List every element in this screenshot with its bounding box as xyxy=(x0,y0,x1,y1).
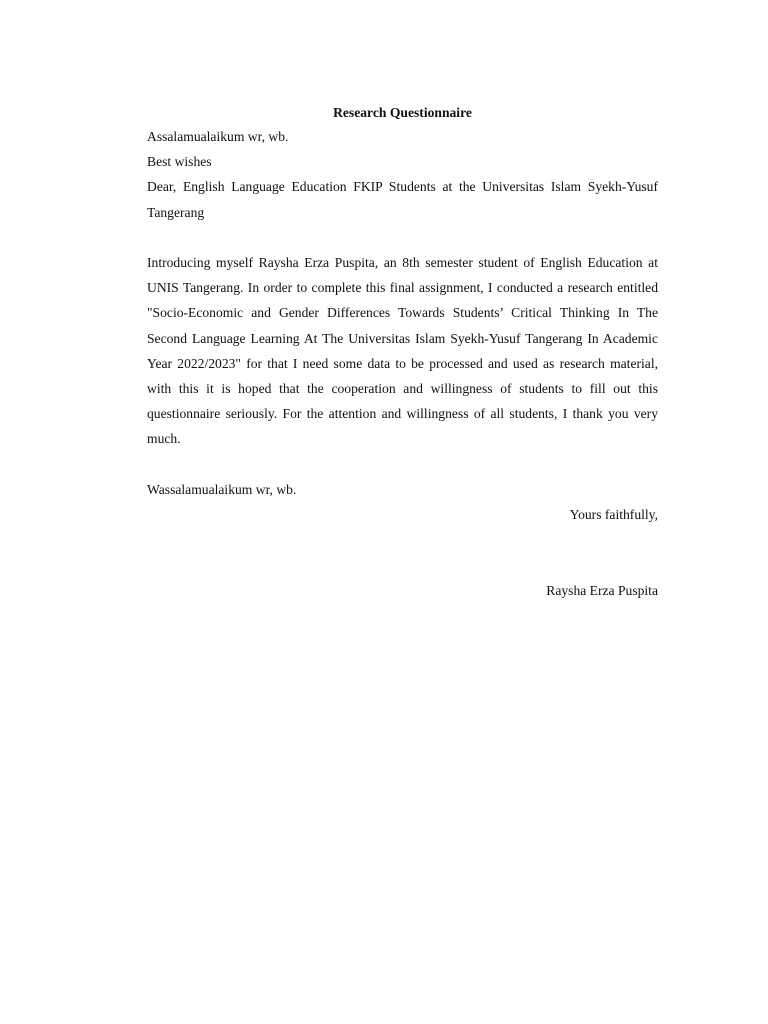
spacer xyxy=(147,225,658,250)
closing-phrase: Yours faithfully, xyxy=(569,507,658,523)
document-title: Research Questionnaire xyxy=(333,105,472,120)
closing-greeting: Wassalamualaikum wr, wb. xyxy=(147,481,297,497)
opening-greeting: Assalamualaikum wr, wb. xyxy=(147,129,289,144)
best-wishes: Best wishes xyxy=(147,154,212,170)
signature-space xyxy=(147,527,658,577)
body-paragraph: Introducing myself Raysha Erza Puspita, an 8th semester student of English Education at UNIS Tangerang. In order to complete this final assignment, I conducted a research entitled "Socio-Economic and Gender Differences Towards Students’ Critical Thinking In The Second Language Learning At The Universitas Islam Syekh-Yusuf Tangerang In Academic Year 2022/2023" for that I need some data to be processed and used as research material, with this it is hoped that the cooperation and willingness of students to fill out this questionnaire seriously. For the attention and willingness of all students, I thank you very much. xyxy=(147,255,658,447)
letter-content xyxy=(147,102,658,603)
signature-name: Raysha Erza Puspita xyxy=(546,582,658,598)
salutation: Dear, English Language Education FKIP Students at the Universitas Islam Syekh-Yusuf Tangerang xyxy=(147,179,658,220)
spacer xyxy=(147,452,658,477)
